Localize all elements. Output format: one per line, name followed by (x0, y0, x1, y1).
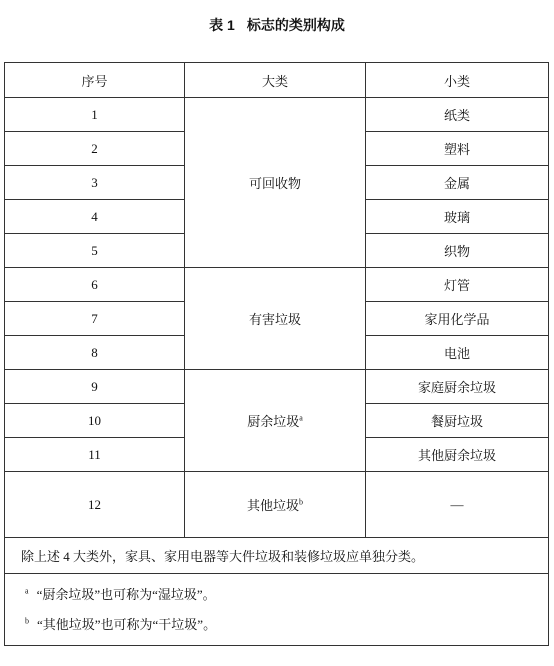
category-label: 其他垃圾 (246, 498, 299, 513)
category-cell (185, 98, 366, 268)
header-row (5, 63, 549, 98)
category-label: 厨余垃圾 (247, 414, 300, 429)
table-row (5, 472, 549, 538)
table-row (5, 370, 549, 404)
footnote-mark: b (299, 497, 303, 507)
subcategory-cell: 灯管 (366, 268, 549, 302)
row-number: 12 (5, 472, 185, 538)
row-number: 4 (5, 200, 185, 234)
subcategory-cell: 塑料 (366, 132, 549, 166)
footnotes-row (5, 574, 549, 646)
footnotes-cell (5, 574, 549, 646)
footnote-mark: a (299, 413, 303, 423)
subcategory-cell: 织物 (366, 234, 549, 268)
category-label: 可回收物 (248, 176, 301, 191)
category-cell (185, 268, 366, 370)
row-number: 5 (5, 234, 185, 268)
table-title (0, 15, 554, 35)
table-row (5, 268, 549, 302)
footnote-text: “厨余垃圾”也可称为“湿垃圾”。 (36, 586, 216, 602)
table-number: 表 1 (209, 17, 235, 33)
row-number: 3 (5, 166, 185, 200)
subcategory-cell: 电池 (366, 336, 549, 370)
row-number: 2 (5, 132, 185, 166)
subcategory-cell: 金属 (366, 166, 549, 200)
footnote-mark: a (25, 586, 29, 596)
category-cell (185, 472, 366, 538)
category-table (4, 62, 549, 646)
footnote-text: “其他垃圾”也可称为“干垃圾”。 (37, 616, 217, 632)
subcategory-cell: 家用化学品 (366, 302, 549, 336)
subcategory-cell: 家庭厨余垃圾 (366, 370, 549, 404)
table-title-text: 标志的类别构成 (246, 17, 345, 33)
footnote (25, 610, 548, 640)
category-label: 有害垃圾 (248, 312, 301, 327)
table-row (5, 98, 549, 132)
row-number: 10 (5, 404, 185, 438)
category-cell (185, 370, 366, 472)
row-number: 9 (5, 370, 185, 404)
footnote-mark: b (25, 616, 29, 626)
row-number: 11 (5, 438, 185, 472)
header-sub: 小类 (366, 63, 549, 98)
subcategory-cell: 其他厨余垃圾 (366, 438, 549, 472)
subcategory-cell: 餐厨垃圾 (366, 404, 549, 438)
row-number: 1 (5, 98, 185, 132)
footnote (25, 580, 548, 610)
subcategory-cell: 纸类 (366, 98, 549, 132)
table-note: 除上述 4 大类外，家具、家用电器等大件垃圾和装修垃圾应单独分类。 (5, 538, 549, 574)
header-category: 大类 (185, 63, 366, 98)
subcategory-cell: 玻璃 (366, 200, 549, 234)
row-number: 8 (5, 336, 185, 370)
subcategory-cell: — (366, 472, 549, 538)
header-no: 序号 (5, 63, 185, 98)
row-number: 7 (5, 302, 185, 336)
note-row (5, 538, 549, 574)
row-number: 6 (5, 268, 185, 302)
